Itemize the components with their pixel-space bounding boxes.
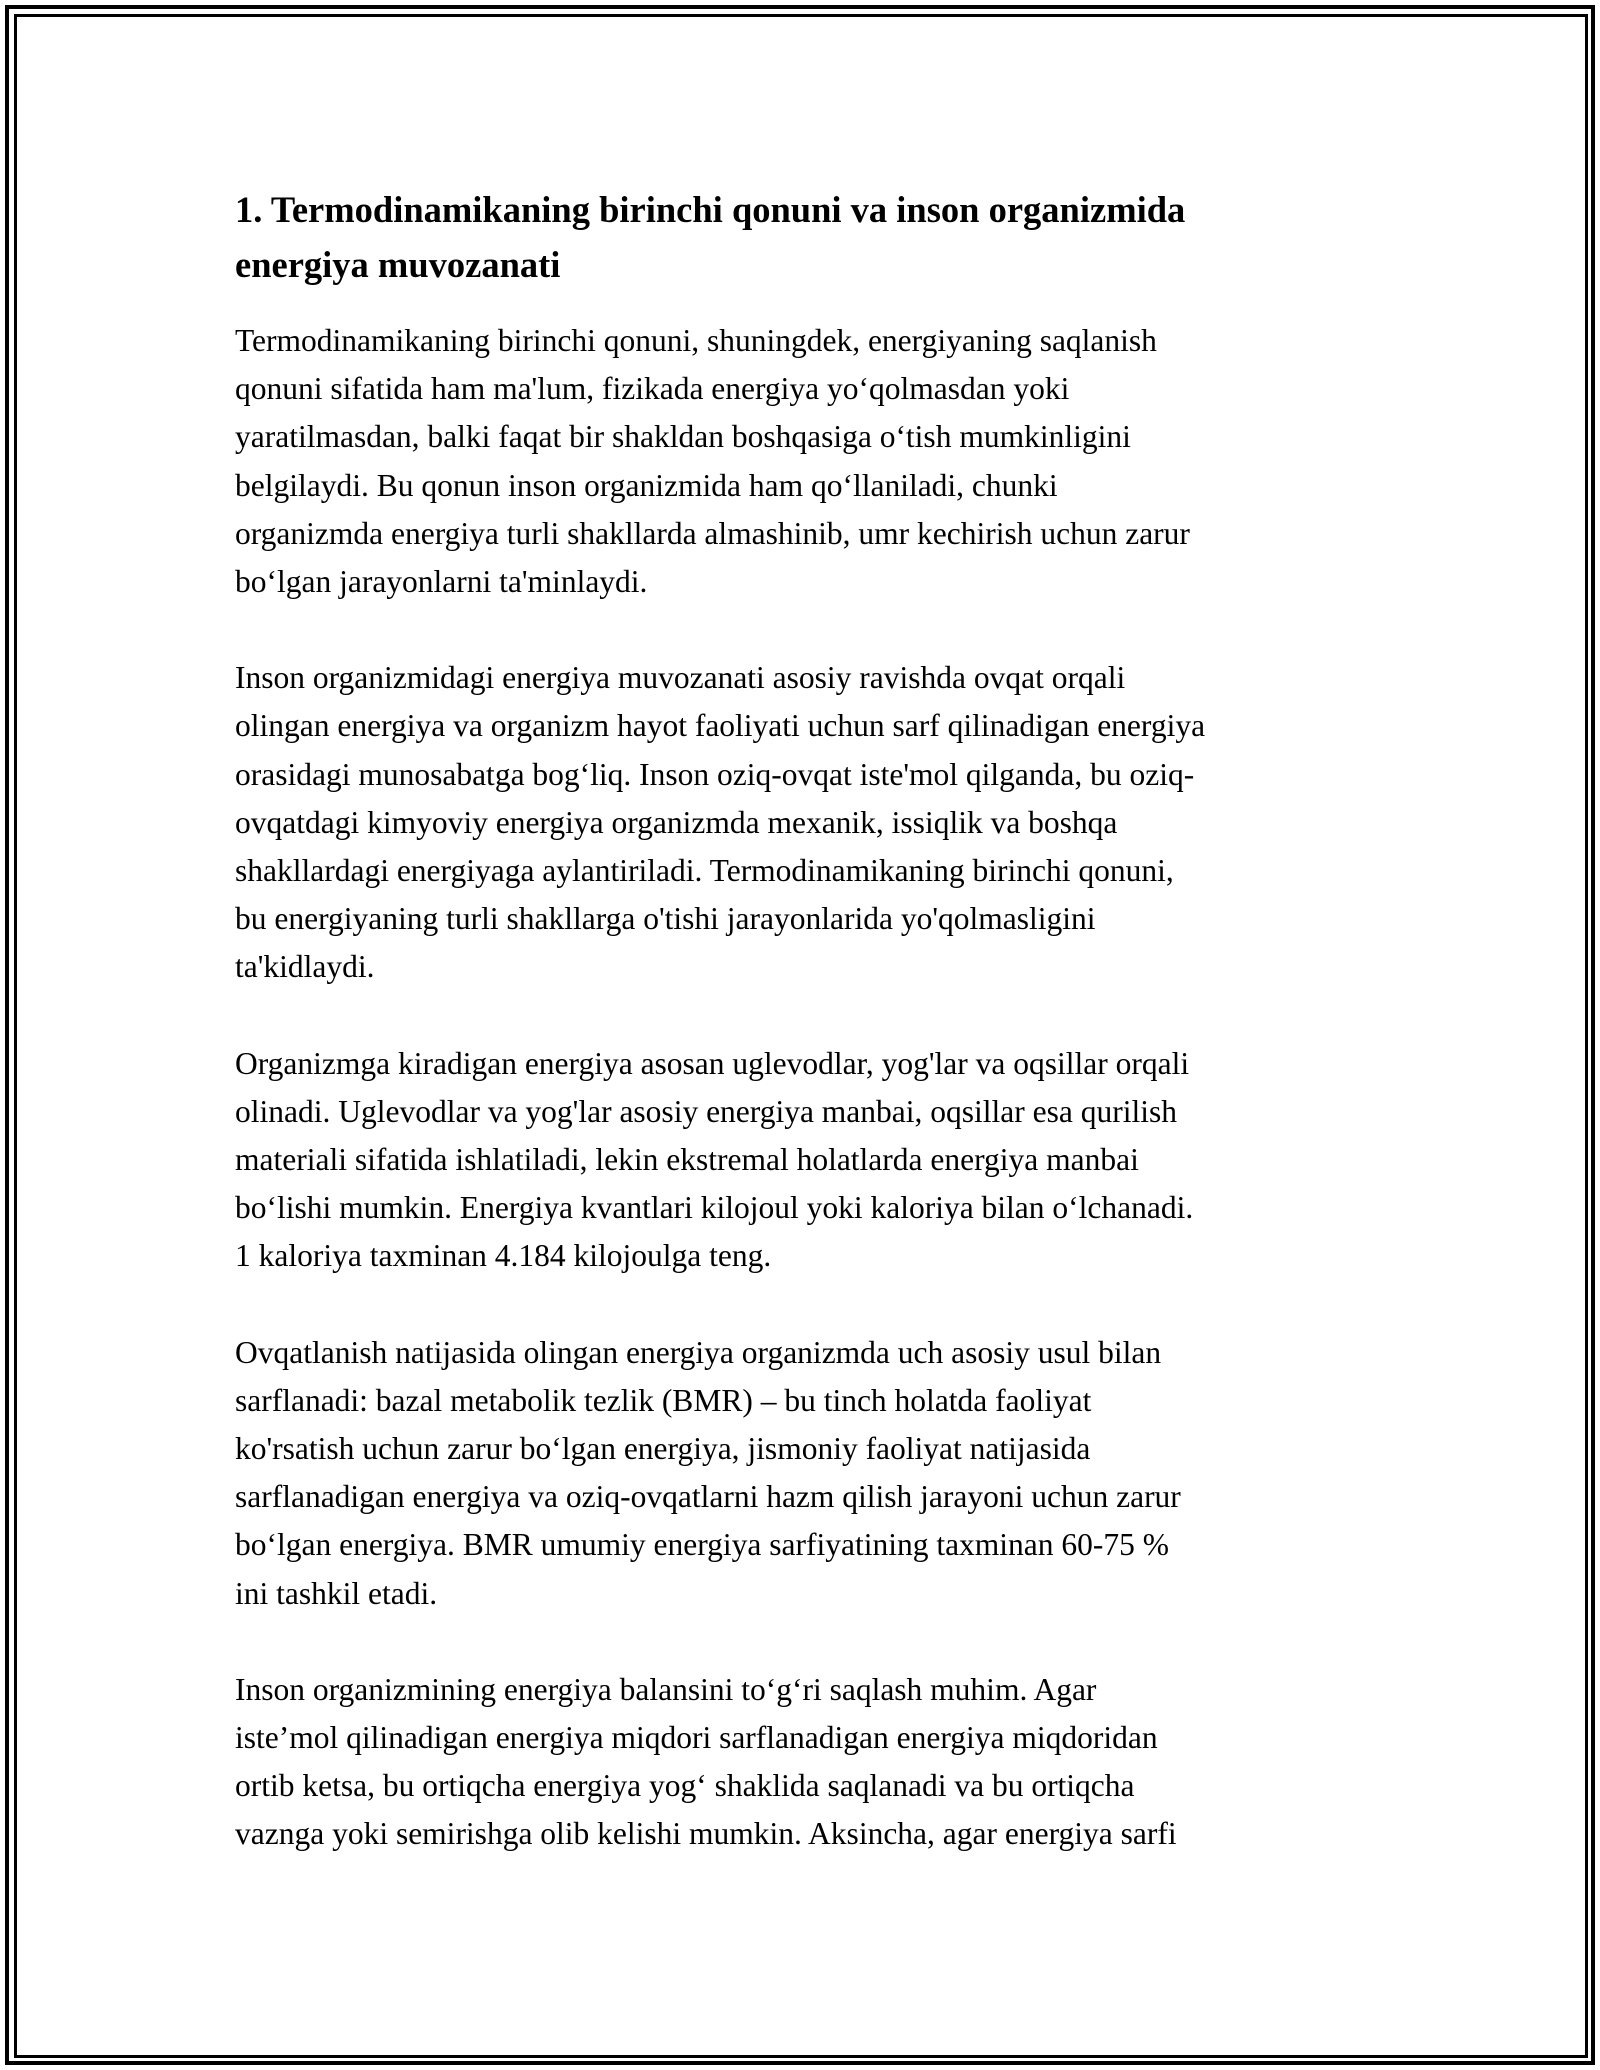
paragraph-4: Ovqatlanish natijasida olingan energiya organizmda uch asosiy usul bilan sarflanadi: bazal metabolik tezlik (BMR) – bu tinch holatda faoliyat ko'rsatish uchun zarur bo‘lgan energiya, jismoniy faoliyat natijasida sarflanadigan energiya va oziq-ovqatlarni hazm qilish jarayoni uchun zarur bo‘lgan energiya. BMR umumiy energiya sarfiyatining taxminan 60-75 % ini tashkil etadi. [235, 1334, 1181, 1611]
document-body [235, 182, 1375, 1907]
paragraph-3: Organizmga kiradigan energiya asosan uglevodlar, yog'lar va oqsillar orqali olinadi. Uglevodlar va yog'lar asosiy energiya manbai, oqsillar esa qurilish materiali sifatida ishlatiladi, lekin ekstremal holatlarda energiya manbai bo‘lishi mumkin. Energiya kvantlari kilojoul yoki kaloriya bilan o‘lchanadi. 1 kaloriya taxminan 4.184 kilojoulga teng. [235, 1045, 1194, 1274]
section-heading: 1. Termodinamikaning birinchi qonuni va inson organizmida energiya muvozanati [235, 189, 1186, 285]
paragraph-2: Inson organizmidagi energiya muvozanati asosiy ravishda ovqat orqali olingan energiya va organizm hayot faoliyati uchun sarf qilinadigan energiya orasidagi munosabatga bog‘liq. Inson oziq-ovqat iste'mol qilganda, bu oziq- ovqatdagi kimyoviy energiya organizmda mexanik, issiqlik va boshqa shakllardagi energiyaga aylantiriladi. Termodinamikaning birinchi qonuni, bu energiyaning turli shakllarga o'tishi jarayonlarida yo'qolmasligini ta'kidlaydi. [235, 660, 1206, 985]
paragraph-5: Inson organizmining energiya balansini to‘g‘ri saqlash muhim. Agar iste’mol qilinadigan energiya miqdori sarflanadigan energiya miqdoridan ortib ketsa, bu ortiqcha energiya yog‘ shaklida saqlanadi va bu ortiqcha vaznga yoki semirishga olib kelishi mumkin. Aksincha, agar energiya sarfi [235, 1671, 1177, 1852]
paragraph-1: Termodinamikaning birinchi qonuni, shuningdek, energiyaning saqlanish qonuni sifatida ham ma'lum, fizikada energiya yo‘qolmasdan yoki yaratilmasdan, balki faqat bir shakldan boshqasiga o‘tish mumkinligini belgilaydi. Bu qonun inson organizmida ham qo‘llaniladi, chunki organizmda energiya turli shakllarda almashinib, umr kechirish uchun zarur bo‘lgan jarayonlarni ta'minlaydi. [235, 323, 1190, 600]
